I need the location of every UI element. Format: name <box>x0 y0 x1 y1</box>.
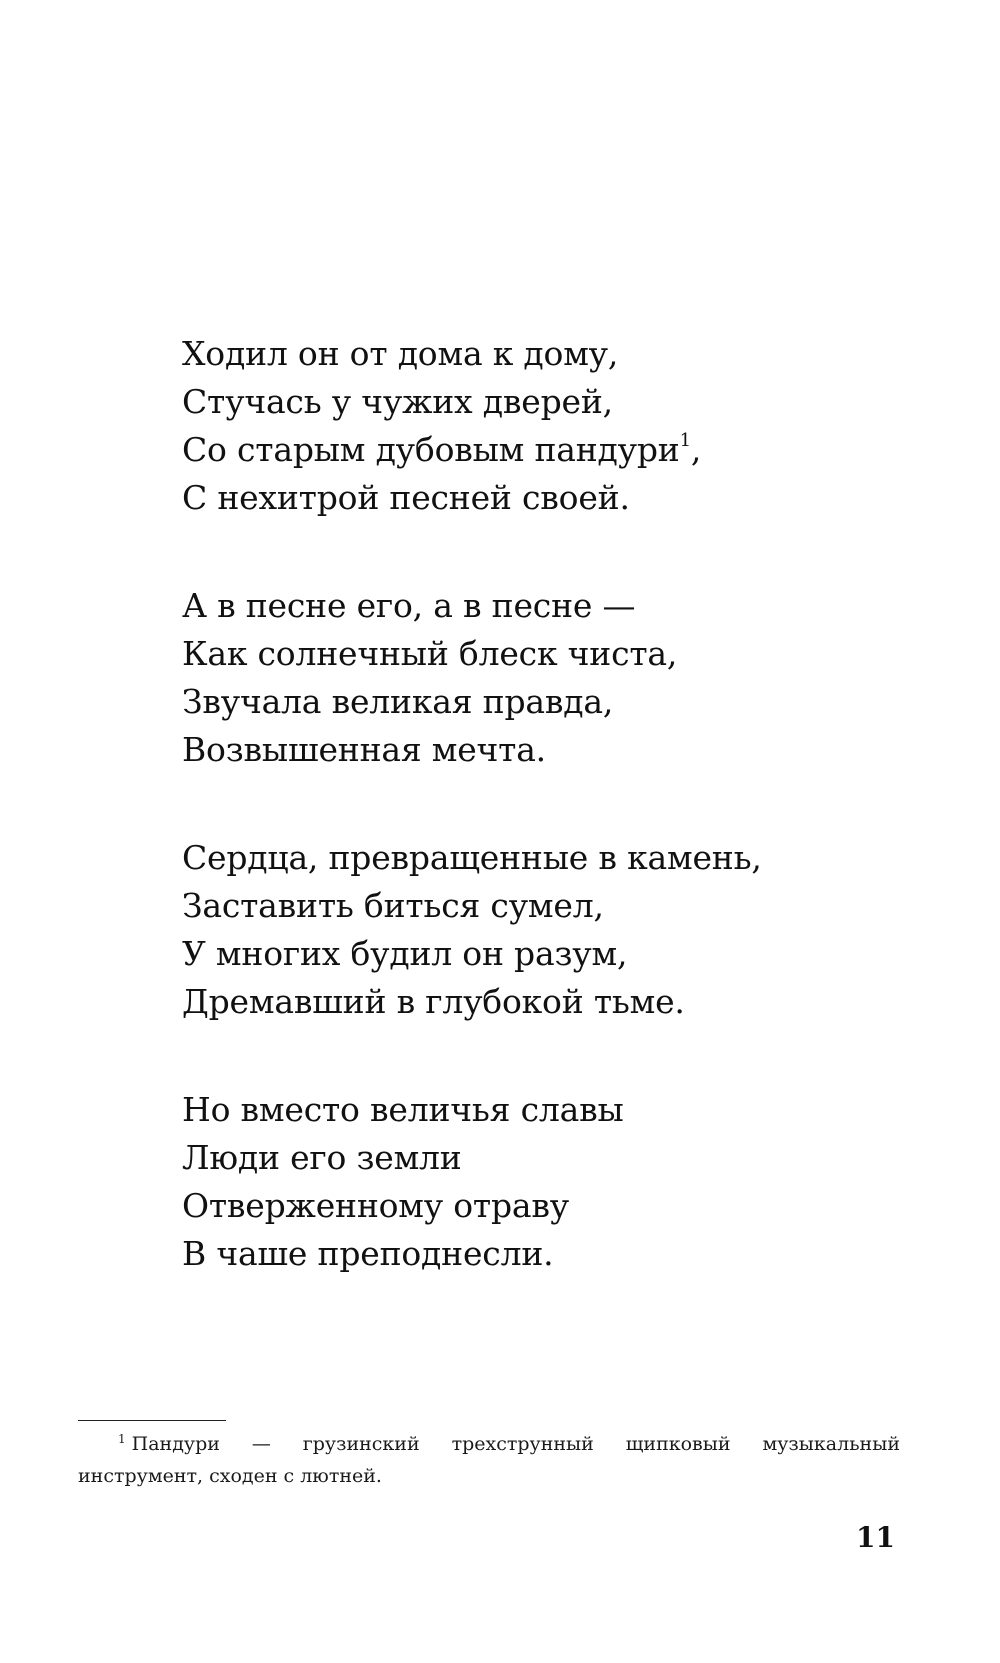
line-punctuation: , <box>690 430 702 469</box>
poem-line: Сердца, превращенные в камень, <box>182 838 762 877</box>
footnote-reference: 1 <box>679 430 691 451</box>
poem-line: Ходил он от дома к дому, <box>182 334 619 373</box>
page-number: 11 <box>856 1521 895 1554</box>
poem-line: С нехитрой песней своей. <box>182 478 630 517</box>
poem-line-with-footnote <box>182 426 902 474</box>
footnote-text: Пандури — грузинский трехструнный щипковый музыкальный инструмент, сходен с лютней. <box>78 1433 900 1487</box>
poem <box>182 330 902 1278</box>
poem-line: Возвышенная мечта. <box>182 730 546 769</box>
poem-line: А в песне его, а в песне — <box>182 586 636 625</box>
poem-line: Отверженному отраву <box>182 1186 569 1225</box>
poem-line: Стучась у чужих дверей, <box>182 382 613 421</box>
footnote-separator <box>78 1420 226 1421</box>
poem-line: Но вместо величья славы <box>182 1090 624 1129</box>
stanza-4 <box>182 1086 902 1278</box>
stanza-3 <box>182 834 902 1026</box>
footnote: 1 Пандури — грузинский трехструнный щипковый музыкальный инструмент, сходен с лютней. <box>78 1432 900 1487</box>
poem-line: Дремавший в глубокой тьме. <box>182 982 685 1021</box>
poem-line: В чаше преподнесли. <box>182 1234 554 1273</box>
stanza-2 <box>182 582 902 774</box>
poem-line: У многих будил он разум, <box>182 934 628 973</box>
poem-line: Звучала великая правда, <box>182 682 614 721</box>
stanza-1 <box>182 330 902 522</box>
poem-line-text: Со старым дубовым пандури <box>182 430 680 469</box>
poem-line: Заставить биться сумел, <box>182 886 604 925</box>
poem-line: Люди его земли <box>182 1138 462 1177</box>
poem-line: Как солнечный блеск чиста, <box>182 634 678 673</box>
